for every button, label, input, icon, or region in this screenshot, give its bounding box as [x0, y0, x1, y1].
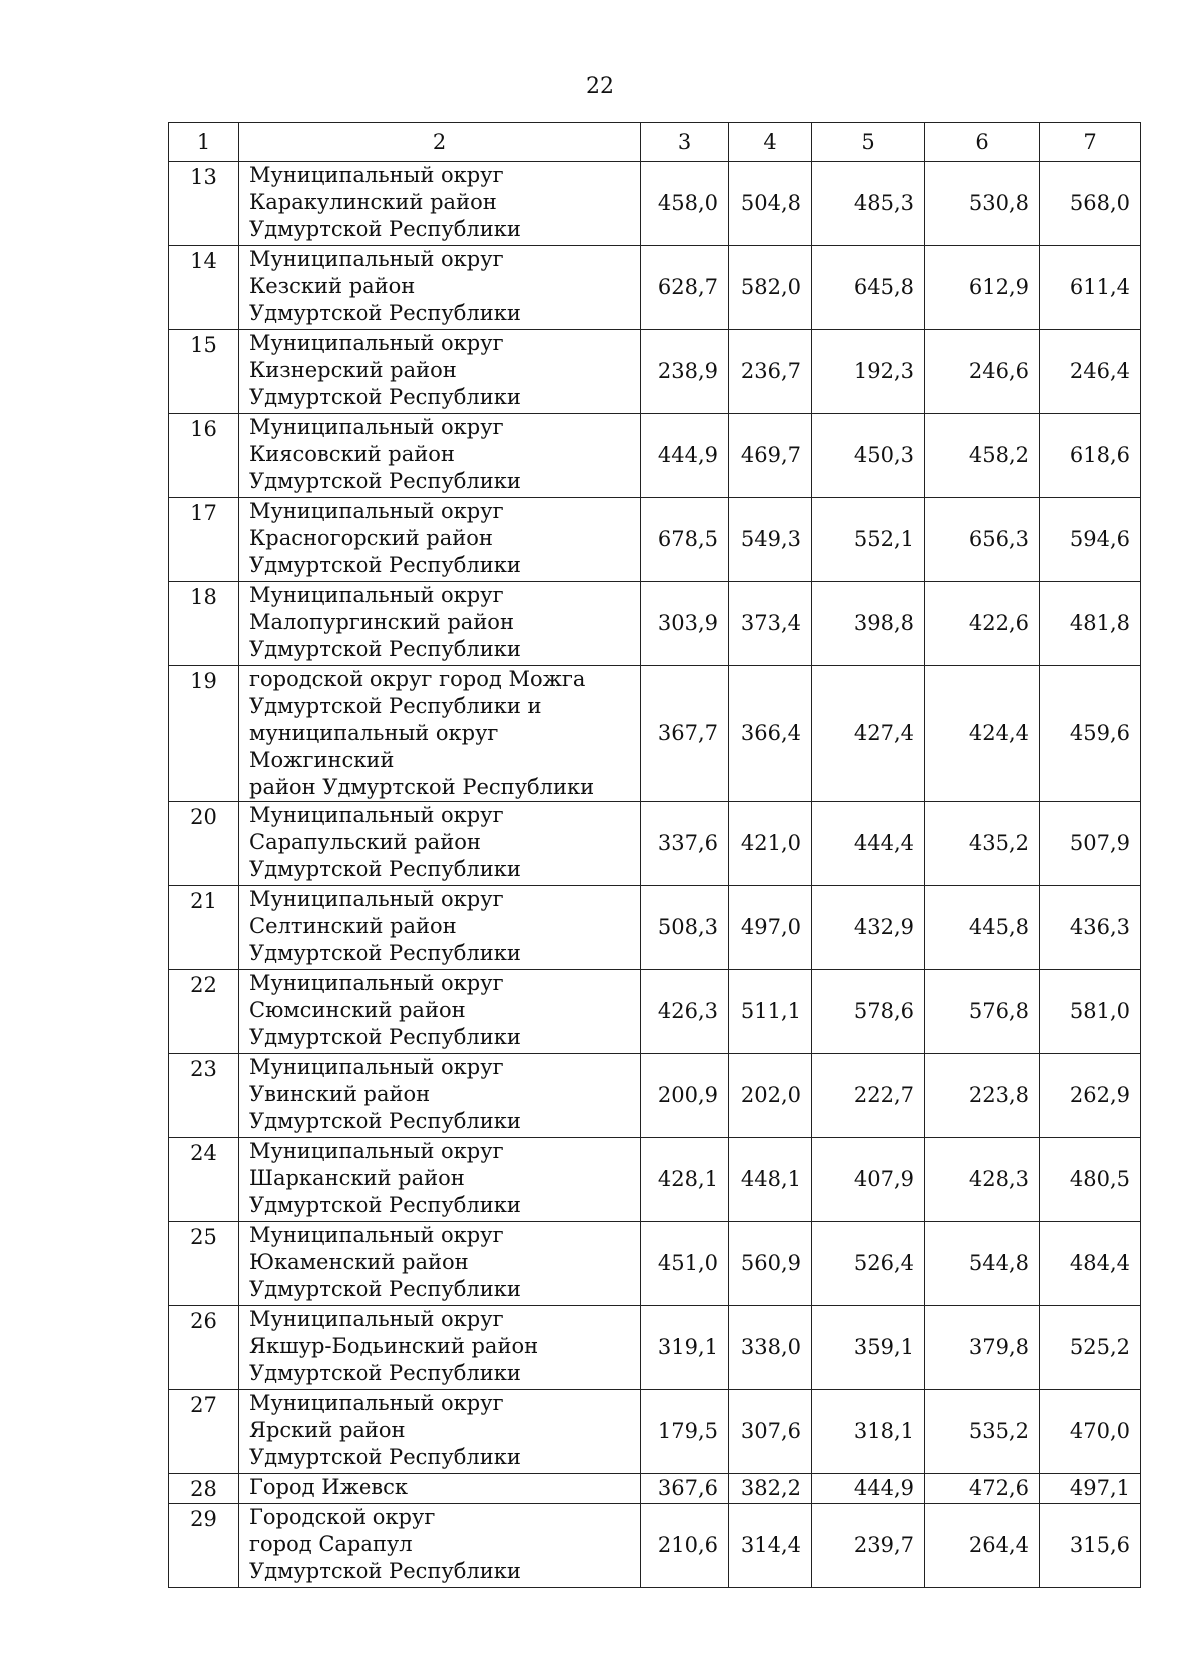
row-number-cell: 15 [169, 330, 239, 414]
value-cell-col-3: 238,9 [641, 330, 729, 414]
table-row [169, 246, 1141, 330]
value-cell-col-5: 485,3 [812, 162, 925, 246]
row-number-cell: 22 [169, 970, 239, 1054]
municipality-name-cell: Муниципальный округ Красногорский район Удмуртской Республики [239, 498, 641, 582]
row-number-cell: 20 [169, 802, 239, 886]
table-row [169, 1390, 1141, 1474]
value-cell-col-3: 337,6 [641, 802, 729, 886]
value-cell-col-7: 484,4 [1040, 1222, 1141, 1306]
column-header-5: 5 [812, 123, 925, 162]
value-cell-col-3: 319,1 [641, 1306, 729, 1390]
value-cell-col-5: 398,8 [812, 582, 925, 666]
municipality-name-cell: Муниципальный округ Малопургинский район Удмуртской Республики [239, 582, 641, 666]
value-cell-col-3: 678,5 [641, 498, 729, 582]
value-cell-col-4: 511,1 [729, 970, 812, 1054]
value-cell-col-7: 618,6 [1040, 414, 1141, 498]
row-number-cell: 25 [169, 1222, 239, 1306]
value-cell-col-7: 315,6 [1040, 1504, 1141, 1588]
row-number-cell: 16 [169, 414, 239, 498]
value-cell-col-5: 526,4 [812, 1222, 925, 1306]
table-row [169, 1474, 1141, 1504]
table-row [169, 802, 1141, 886]
value-cell-col-7: 594,6 [1040, 498, 1141, 582]
column-header-1: 1 [169, 123, 239, 162]
page-number: 22 [586, 74, 614, 99]
value-cell-col-7: 436,3 [1040, 886, 1141, 970]
header-row [169, 123, 1141, 162]
value-cell-col-4: 202,0 [729, 1054, 812, 1138]
value-cell-col-3: 367,6 [641, 1474, 729, 1504]
value-cell-col-6: 422,6 [925, 582, 1040, 666]
value-cell-col-3: 628,7 [641, 246, 729, 330]
table-row [169, 1054, 1141, 1138]
value-cell-col-5: 645,8 [812, 246, 925, 330]
value-cell-col-4: 314,4 [729, 1504, 812, 1588]
row-number-cell: 19 [169, 666, 239, 802]
data-table [168, 122, 1141, 1588]
table-row [169, 414, 1141, 498]
value-cell-col-7: 568,0 [1040, 162, 1141, 246]
table-row [169, 666, 1141, 802]
value-cell-col-6: 428,3 [925, 1138, 1040, 1222]
value-cell-col-4: 469,7 [729, 414, 812, 498]
column-header-6: 6 [925, 123, 1040, 162]
municipality-name-cell: Муниципальный округ Увинский район Удмуртской Республики [239, 1054, 641, 1138]
value-cell-col-6: 458,2 [925, 414, 1040, 498]
value-cell-col-3: 367,7 [641, 666, 729, 802]
value-cell-col-6: 472,6 [925, 1474, 1040, 1504]
table-row [169, 162, 1141, 246]
municipality-name-cell: Муниципальный округ Киясовский район Удмуртской Республики [239, 414, 641, 498]
row-number-cell: 27 [169, 1390, 239, 1474]
value-cell-col-6: 246,6 [925, 330, 1040, 414]
value-cell-col-3: 179,5 [641, 1390, 729, 1474]
value-cell-col-6: 379,8 [925, 1306, 1040, 1390]
municipality-name-cell: Муниципальный округ Юкаменский район Удмуртской Республики [239, 1222, 641, 1306]
municipality-name-cell: Муниципальный округ Сарапульский район Удмуртской Республики [239, 802, 641, 886]
value-cell-col-6: 612,9 [925, 246, 1040, 330]
value-cell-col-7: 481,8 [1040, 582, 1141, 666]
value-cell-col-6: 435,2 [925, 802, 1040, 886]
value-cell-col-3: 508,3 [641, 886, 729, 970]
value-cell-col-4: 421,0 [729, 802, 812, 886]
table-row [169, 886, 1141, 970]
value-cell-col-7: 497,1 [1040, 1474, 1141, 1504]
value-cell-col-5: 427,4 [812, 666, 925, 802]
column-header-3: 3 [641, 123, 729, 162]
value-cell-col-4: 373,4 [729, 582, 812, 666]
value-cell-col-7: 246,4 [1040, 330, 1141, 414]
municipality-name-cell: Муниципальный округ Кезский район Удмуртской Республики [239, 246, 641, 330]
value-cell-col-6: 576,8 [925, 970, 1040, 1054]
municipality-name-cell: Муниципальный округ Шарканский район Удмуртской Республики [239, 1138, 641, 1222]
value-cell-col-4: 549,3 [729, 498, 812, 582]
value-cell-col-5: 359,1 [812, 1306, 925, 1390]
value-cell-col-7: 611,4 [1040, 246, 1141, 330]
table-row [169, 582, 1141, 666]
value-cell-col-6: 223,8 [925, 1054, 1040, 1138]
value-cell-col-5: 444,4 [812, 802, 925, 886]
value-cell-col-6: 264,4 [925, 1504, 1040, 1588]
value-cell-col-4: 448,1 [729, 1138, 812, 1222]
column-header-7: 7 [1040, 123, 1141, 162]
value-cell-col-3: 210,6 [641, 1504, 729, 1588]
value-cell-col-3: 303,9 [641, 582, 729, 666]
value-cell-col-6: 535,2 [925, 1390, 1040, 1474]
value-cell-col-5: 444,9 [812, 1474, 925, 1504]
value-cell-col-7: 459,6 [1040, 666, 1141, 802]
value-cell-col-5: 578,6 [812, 970, 925, 1054]
value-cell-col-5: 239,7 [812, 1504, 925, 1588]
value-cell-col-4: 307,6 [729, 1390, 812, 1474]
value-cell-col-4: 338,0 [729, 1306, 812, 1390]
value-cell-col-7: 525,2 [1040, 1306, 1141, 1390]
value-cell-col-3: 426,3 [641, 970, 729, 1054]
table-row [169, 1306, 1141, 1390]
value-cell-col-4: 236,7 [729, 330, 812, 414]
table-body [169, 162, 1141, 1588]
column-header-2: 2 [239, 123, 641, 162]
value-cell-col-7: 581,0 [1040, 970, 1141, 1054]
column-header-4: 4 [729, 123, 812, 162]
value-cell-col-7: 507,9 [1040, 802, 1141, 886]
row-number-cell: 13 [169, 162, 239, 246]
municipality-name-cell: Город Ижевск [239, 1474, 641, 1504]
value-cell-col-5: 450,3 [812, 414, 925, 498]
row-number-cell: 14 [169, 246, 239, 330]
value-cell-col-6: 424,4 [925, 666, 1040, 802]
municipality-name-cell: Муниципальный округ Якшур-Бодьинский район Удмуртской Республики [239, 1306, 641, 1390]
municipality-name-cell: Муниципальный округ Ярский район Удмуртской Республики [239, 1390, 641, 1474]
value-cell-col-3: 428,1 [641, 1138, 729, 1222]
row-number-cell: 17 [169, 498, 239, 582]
value-cell-col-6: 656,3 [925, 498, 1040, 582]
value-cell-col-7: 480,5 [1040, 1138, 1141, 1222]
value-cell-col-4: 366,4 [729, 666, 812, 802]
value-cell-col-4: 497,0 [729, 886, 812, 970]
municipality-name-cell: городской округ город Можга Удмуртской Республики и муниципальный округ Можгинский район Удмуртской Республики [239, 666, 641, 802]
table-row [169, 498, 1141, 582]
value-cell-col-5: 222,7 [812, 1054, 925, 1138]
table-row [169, 1138, 1141, 1222]
row-number-cell: 28 [169, 1474, 239, 1504]
row-number-cell: 29 [169, 1504, 239, 1588]
value-cell-col-6: 544,8 [925, 1222, 1040, 1306]
value-cell-col-5: 407,9 [812, 1138, 925, 1222]
value-cell-col-7: 470,0 [1040, 1390, 1141, 1474]
municipality-name-cell: Городской округ город Сарапул Удмуртской Республики [239, 1504, 641, 1588]
row-number-cell: 18 [169, 582, 239, 666]
value-cell-col-4: 560,9 [729, 1222, 812, 1306]
value-cell-col-4: 582,0 [729, 246, 812, 330]
value-cell-col-5: 192,3 [812, 330, 925, 414]
row-number-cell: 26 [169, 1306, 239, 1390]
value-cell-col-7: 262,9 [1040, 1054, 1141, 1138]
municipality-name-cell: Муниципальный округ Селтинский район Удмуртской Республики [239, 886, 641, 970]
municipality-name-cell: Муниципальный округ Кизнерский район Удмуртской Республики [239, 330, 641, 414]
municipality-name-cell: Муниципальный округ Сюмсинский район Удмуртской Республики [239, 970, 641, 1054]
value-cell-col-5: 432,9 [812, 886, 925, 970]
row-number-cell: 23 [169, 1054, 239, 1138]
value-cell-col-3: 451,0 [641, 1222, 729, 1306]
table-row [169, 1222, 1141, 1306]
value-cell-col-6: 445,8 [925, 886, 1040, 970]
value-cell-col-4: 382,2 [729, 1474, 812, 1504]
value-cell-col-5: 552,1 [812, 498, 925, 582]
table-row [169, 1504, 1141, 1588]
value-cell-col-3: 444,9 [641, 414, 729, 498]
value-cell-col-3: 200,9 [641, 1054, 729, 1138]
row-number-cell: 21 [169, 886, 239, 970]
value-cell-col-4: 504,8 [729, 162, 812, 246]
table-row [169, 970, 1141, 1054]
value-cell-col-3: 458,0 [641, 162, 729, 246]
table-row [169, 330, 1141, 414]
value-cell-col-5: 318,1 [812, 1390, 925, 1474]
value-cell-col-6: 530,8 [925, 162, 1040, 246]
row-number-cell: 24 [169, 1138, 239, 1222]
municipality-name-cell: Муниципальный округ Каракулинский район Удмуртской Республики [239, 162, 641, 246]
